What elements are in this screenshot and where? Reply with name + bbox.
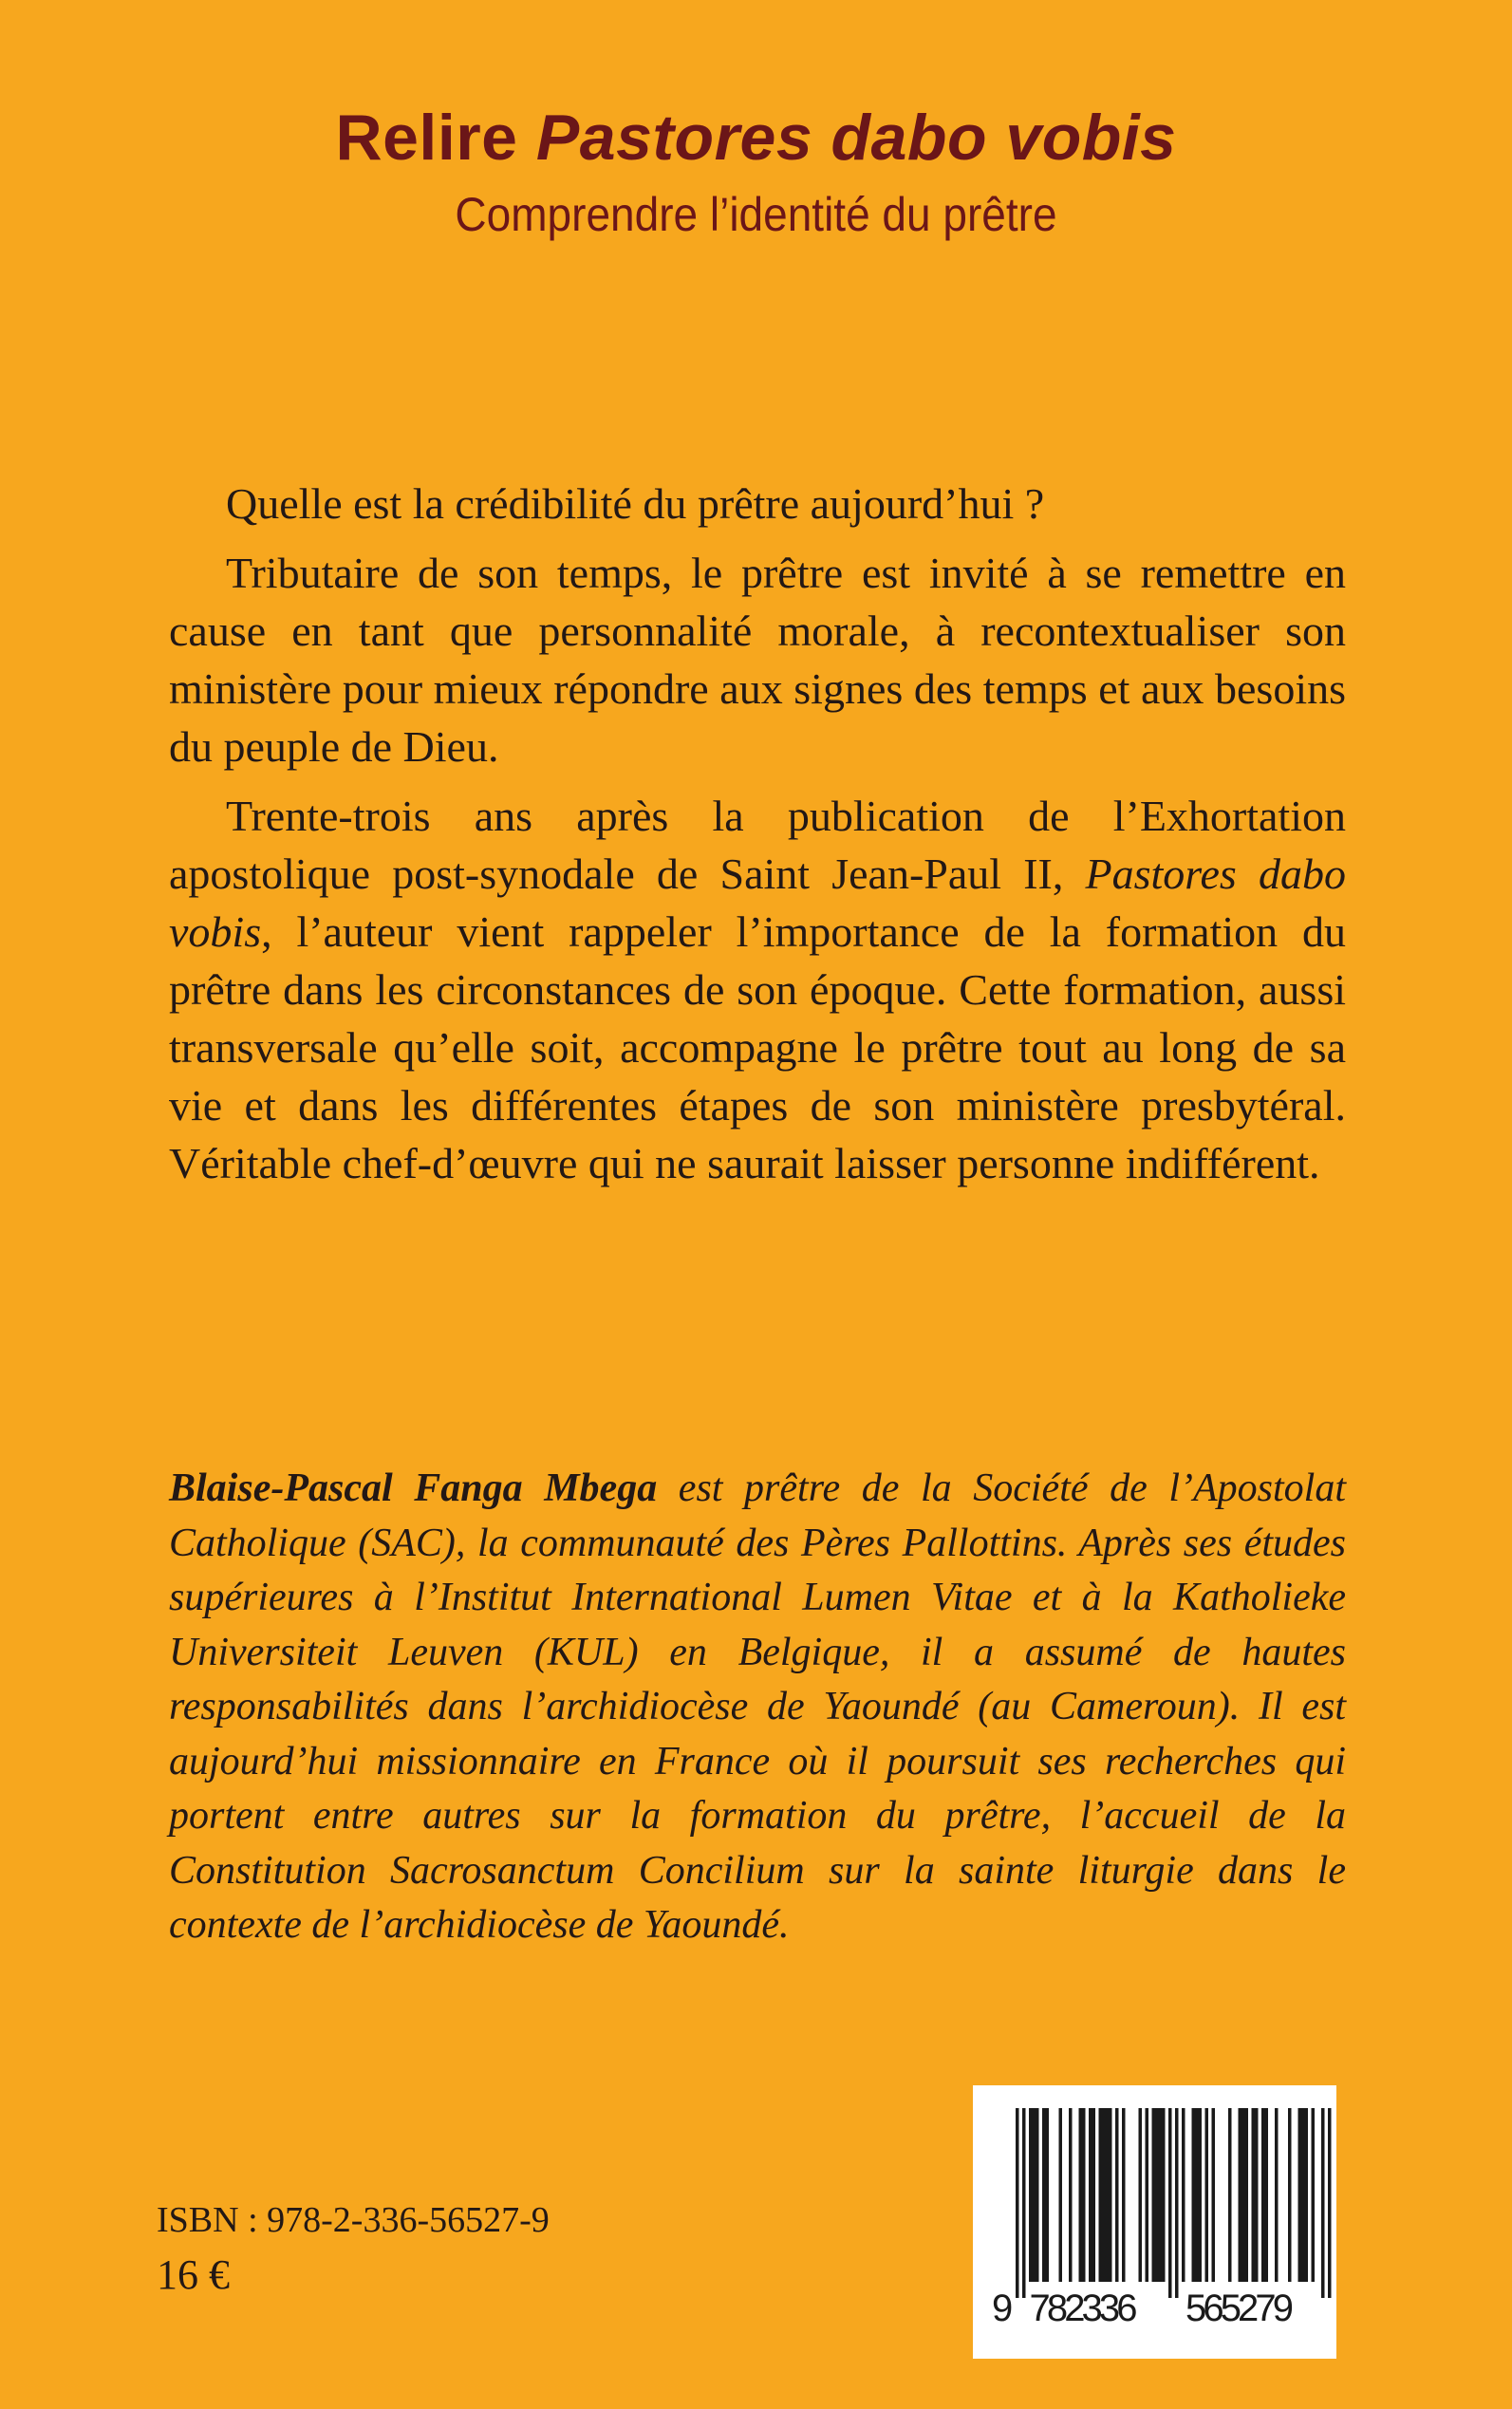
barcode-bar xyxy=(1312,2108,1316,2282)
barcode-bar xyxy=(1328,2108,1332,2298)
barcode-bar xyxy=(1298,2108,1302,2282)
price: 16 € xyxy=(157,2251,230,2298)
barcode-bar xyxy=(1029,2108,1033,2282)
barcode-bar xyxy=(1205,2108,1209,2282)
barcode-bar xyxy=(1255,2108,1259,2282)
title-prefix: Relire xyxy=(335,102,536,174)
barcode-bar xyxy=(1265,2108,1269,2282)
barcode-bar xyxy=(1069,2108,1073,2282)
barcode-bar xyxy=(1079,2108,1083,2282)
barcode-bar xyxy=(1092,2108,1096,2282)
barcode-bar xyxy=(1252,2108,1256,2282)
barcode-bar xyxy=(1036,2108,1039,2282)
barcode-bar xyxy=(1182,2108,1185,2282)
barcode-bar xyxy=(1192,2108,1196,2282)
barcode xyxy=(973,2085,1336,2359)
blurb-paragraph-1: Quelle est la crédibilité du prêtre aujourd’hui ? xyxy=(226,479,1045,528)
blurb-text: Trente-trois ans après la publication de l’Exhortation apostolique post-synodale de Saint Jean-Paul II, xyxy=(169,792,1346,898)
barcode-bar xyxy=(1042,2108,1046,2282)
barcode-bar xyxy=(1122,2108,1126,2282)
barcode-bar xyxy=(1305,2108,1309,2282)
author-bio-text: est prêtre de la Société de l’Apostolat Catholique (SAC), la communauté des Pères Pallottins. Après ses études supérieures à l’Institut International Lumen Vitae et à la Katholieke Universiteit Leuven (KUL) en Belgique, il a assumé de hautes responsabilités dans l’archidiocèse de Yaoundé (au Cameroun). Il est aujourd’hui missionnaire en France où il poursuit ses recherches qui portent entre autres sur la formation du prêtre, l’accueil de la Constitution Sacrosanctum Concilium sur la sainte liturgie dans le contexte de l’archidiocèse de Yaoundé. xyxy=(169,1466,1346,1947)
barcode-digits: 9 xyxy=(992,2288,1014,2329)
author-name: Blaise-Pascal Fanga Mbega xyxy=(169,1466,658,1510)
blurb-italic-title: Pastores dabo vobis xyxy=(169,850,1346,956)
barcode-bar xyxy=(1099,2108,1103,2282)
barcode-bar xyxy=(1102,2108,1106,2282)
book-subtitle: Comprendre l’identité du prêtre xyxy=(455,188,1057,241)
blurb xyxy=(169,475,1346,1204)
barcode-bar xyxy=(1146,2108,1149,2282)
barcode-bar xyxy=(1261,2108,1265,2282)
barcode-bar xyxy=(1199,2108,1203,2282)
barcode-bar xyxy=(1275,2108,1279,2282)
barcode-bar xyxy=(1152,2108,1156,2282)
barcode-bar xyxy=(1321,2108,1325,2298)
barcode-bar xyxy=(1168,2108,1172,2298)
barcode-bar xyxy=(1059,2108,1063,2282)
barcode-bar xyxy=(1115,2108,1119,2282)
author-bio xyxy=(169,1462,1346,1953)
barcode-bar xyxy=(1106,2108,1110,2282)
barcode-bar xyxy=(1245,2108,1249,2282)
barcode-bar xyxy=(1288,2108,1292,2282)
barcode-bar xyxy=(1046,2108,1050,2282)
barcode-bar xyxy=(1089,2108,1092,2282)
blurb-paragraph-2: Tributaire de son temps, le prêtre est invité à se remettre en cause en tant que personnalité morale, à recontextualiser son ministère pour mieux répondre aux signes des temps et aux besoins du peuple de Dieu. xyxy=(169,549,1346,771)
barcode-digits: 565279 xyxy=(1185,2288,1294,2329)
barcode-bar xyxy=(1139,2108,1143,2282)
barcode-bar xyxy=(1228,2108,1232,2282)
barcode-bar xyxy=(1212,2108,1216,2282)
barcode-bar xyxy=(1301,2108,1305,2282)
barcode-digits: 782336 xyxy=(1029,2288,1138,2329)
barcode-bar xyxy=(1175,2108,1179,2298)
title-italic: Pastores dabo vobis xyxy=(535,102,1177,174)
barcode-bar xyxy=(1016,2108,1019,2298)
barcode-bar xyxy=(1109,2108,1112,2282)
book-title xyxy=(0,100,1512,176)
barcode-bar xyxy=(1082,2108,1086,2282)
isbn: ISBN : 978-2-336-56527-9 xyxy=(157,2200,550,2240)
blurb-paragraph-3 xyxy=(169,787,1346,1192)
barcode-bar xyxy=(1033,2108,1036,2282)
barcode-bar xyxy=(1239,2108,1242,2282)
barcode-bar xyxy=(1241,2108,1245,2282)
barcode-bars xyxy=(973,2085,1336,2359)
barcode-bar xyxy=(1159,2108,1163,2282)
barcode-bar xyxy=(1022,2108,1026,2298)
barcode-bar xyxy=(1162,2108,1166,2282)
blurb-text: , l’auteur vient rappeler l’importance de la formation du prêtre dans les circonstances de son époque. Cette formation, aussi transversale qu’elle soit, accompagne le prêtre tout au long de sa vie et dans les différentes étapes de son ministère presbytéral. Véritable chef-d’œuvre qui ne saurait laisser personne indifférent. xyxy=(169,907,1346,1187)
barcode-bar xyxy=(1155,2108,1159,2282)
barcode-bar xyxy=(1195,2108,1199,2282)
